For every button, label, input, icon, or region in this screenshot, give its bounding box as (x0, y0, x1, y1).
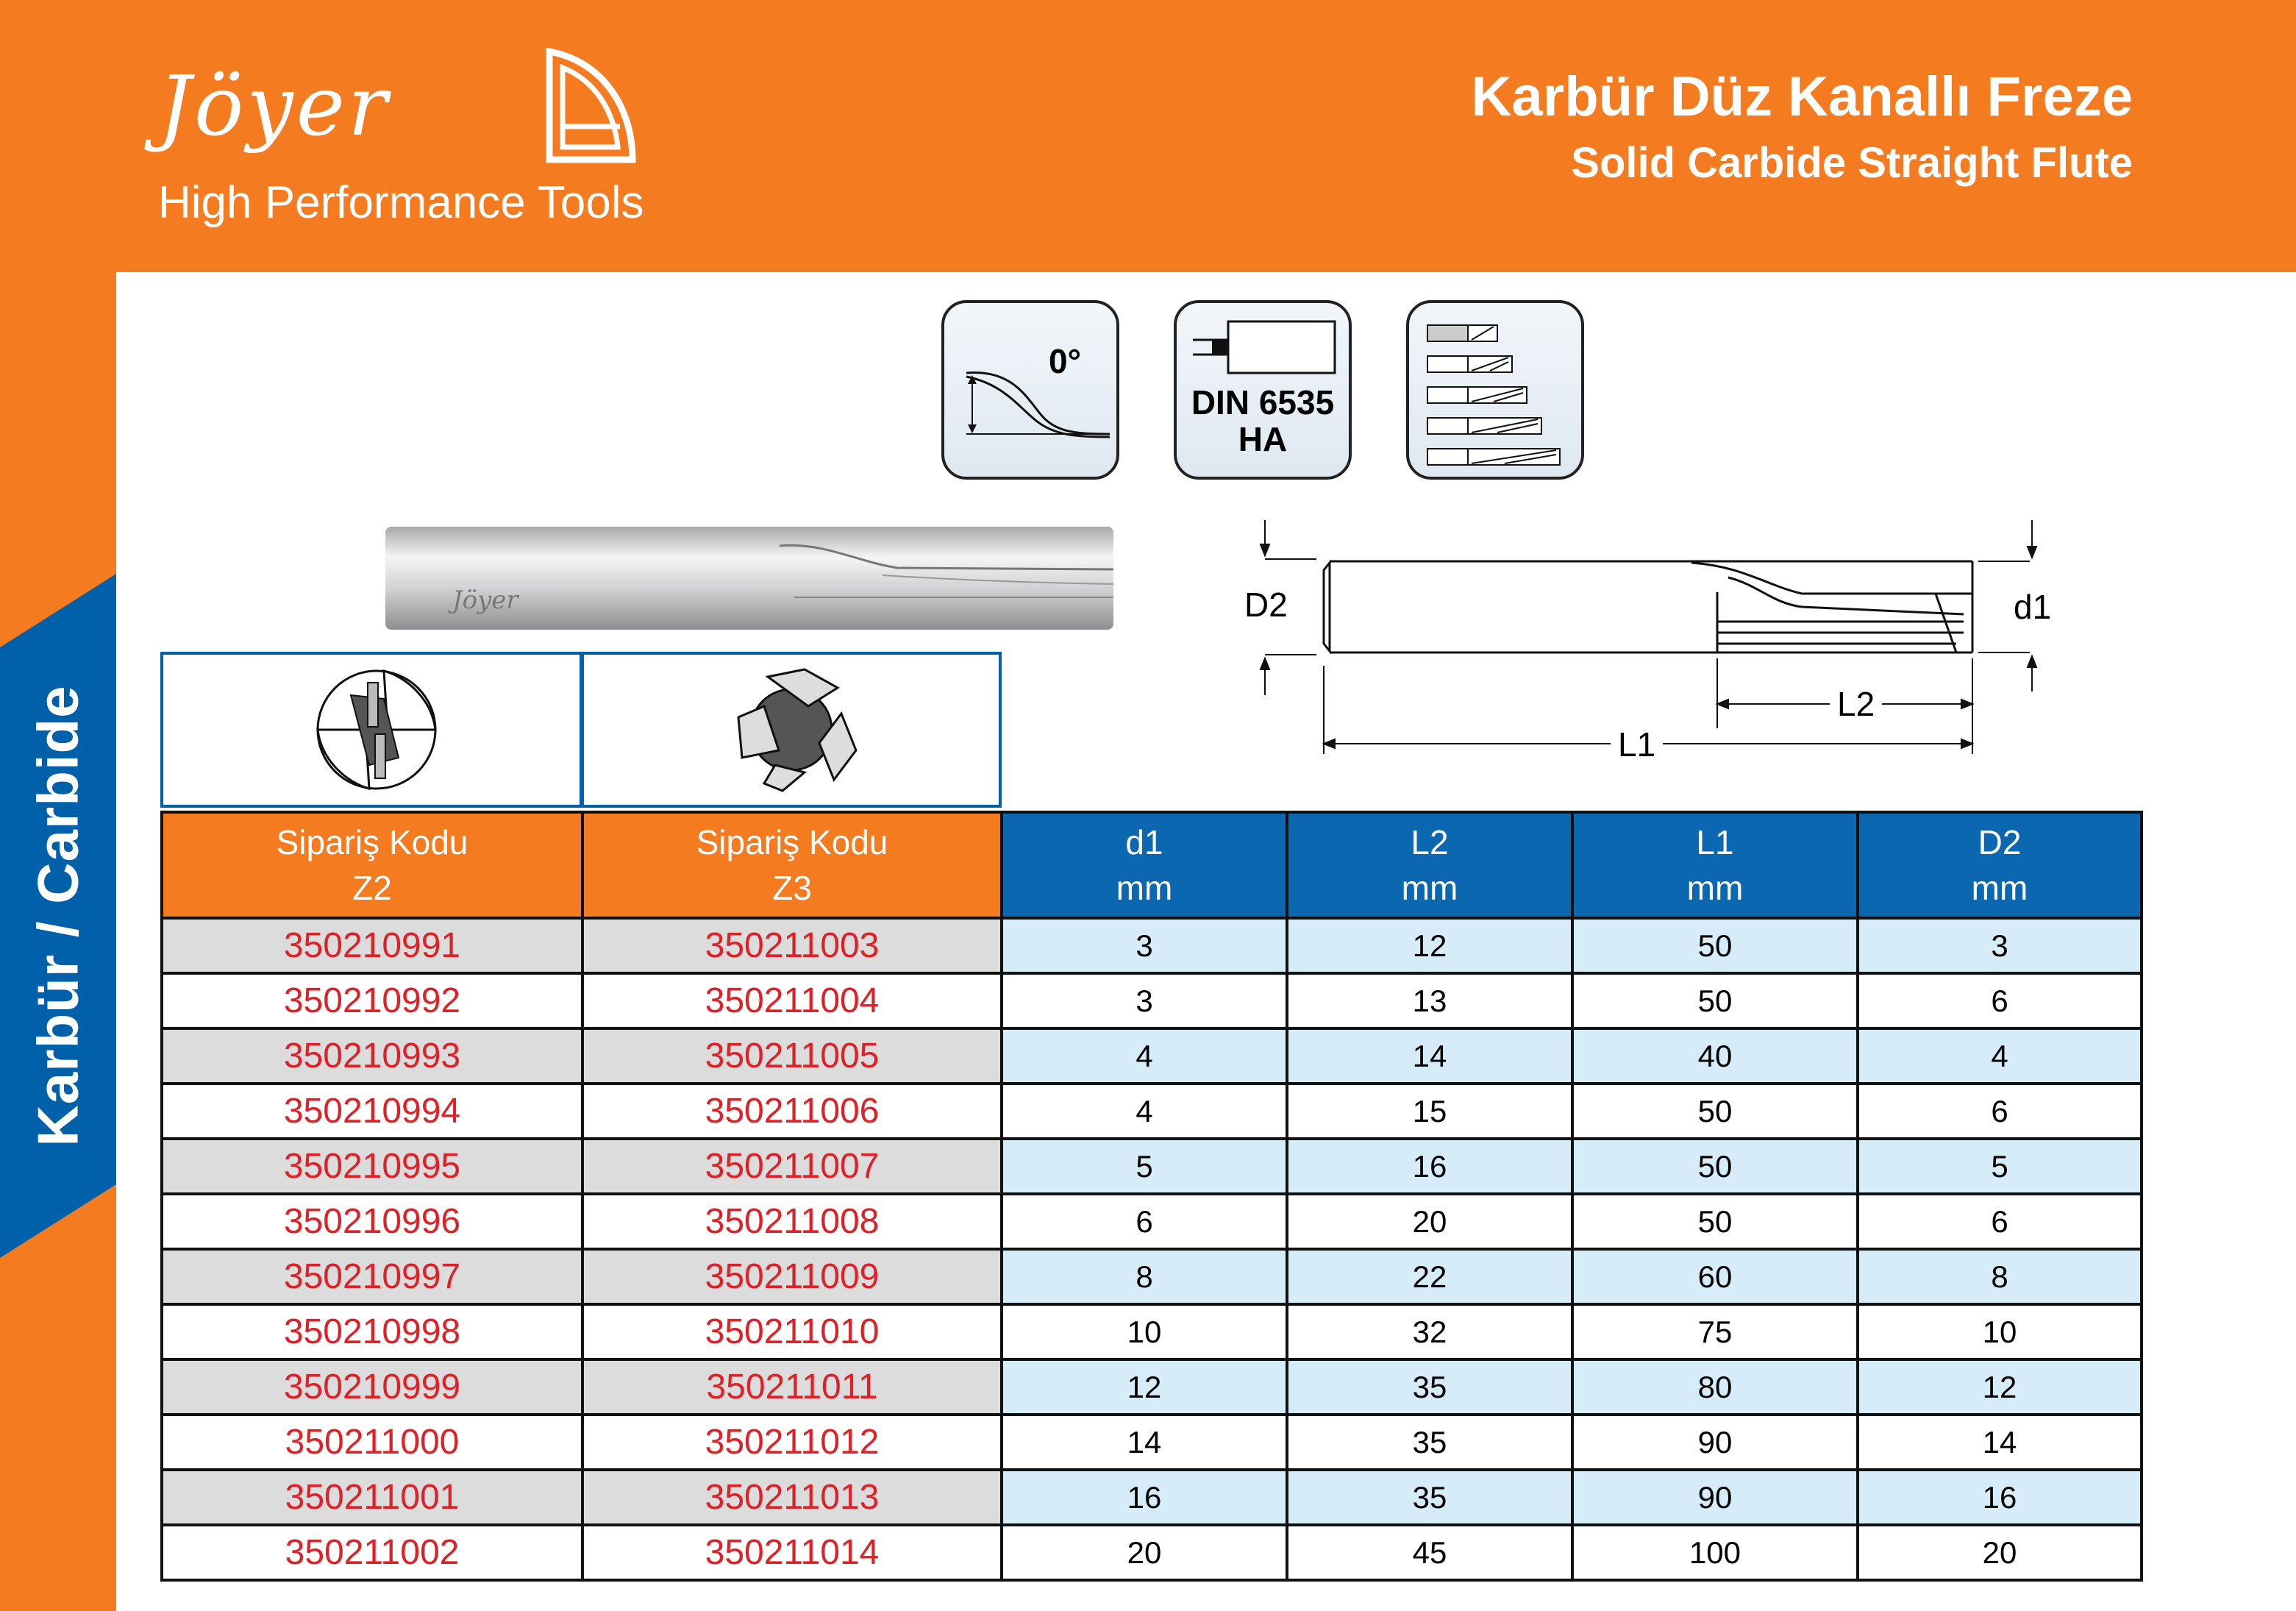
cell-l2: 35 (1287, 1359, 1572, 1415)
cell-d2: 5 (1858, 1139, 2142, 1194)
table-row (162, 1304, 2142, 1359)
table-row (162, 1359, 2142, 1415)
cell-code-z3: 350211006 (582, 1084, 1002, 1139)
dimension-label-d1: d1 (2014, 588, 2052, 626)
cell-l2: 45 (1287, 1525, 1572, 1580)
cell-d2: 6 (1858, 1194, 2142, 1249)
cell-l2: 15 (1287, 1084, 1572, 1139)
din-shank-type: HA (1238, 420, 1288, 458)
header-order-code-z3: Sipariş Kodu Z3 (582, 812, 1002, 918)
cell-l1: 80 (1572, 1359, 1858, 1415)
cell-d1: 16 (1002, 1470, 1287, 1525)
cell-code-z3: 350211012 (582, 1415, 1002, 1470)
cell-d2: 16 (1858, 1470, 2142, 1525)
cell-code-z3: 350211014 (582, 1525, 1002, 1580)
table-row (162, 973, 2142, 1028)
cell-l2: 16 (1287, 1139, 1572, 1194)
brand-tagline: High Performance Tools (158, 177, 644, 228)
cell-code-z2: 350210997 (162, 1249, 582, 1304)
cell-code-z2: 350210994 (162, 1084, 582, 1139)
cell-d1: 10 (1002, 1304, 1287, 1359)
cell-d1: 12 (1002, 1359, 1287, 1415)
cell-d1: 20 (1002, 1525, 1287, 1580)
cell-code-z2: 350210991 (162, 918, 582, 973)
cell-code-z3: 350211009 (582, 1249, 1002, 1304)
cell-code-z2: 350211000 (162, 1415, 582, 1470)
cell-l2: 22 (1287, 1249, 1572, 1304)
cell-l1: 40 (1572, 1028, 1858, 1084)
cell-l2: 14 (1287, 1028, 1572, 1084)
cell-d2: 20 (1858, 1525, 2142, 1580)
category-label: Karbür / Carbide (25, 685, 90, 1147)
cell-l1: 60 (1572, 1249, 1858, 1304)
cell-code-z2: 350211001 (162, 1470, 582, 1525)
cell-l2: 13 (1287, 973, 1572, 1028)
cell-d1: 3 (1002, 918, 1287, 973)
helix-angle-value: 0° (1049, 342, 1081, 380)
table-row (162, 1139, 2142, 1194)
cell-d2: 12 (1858, 1359, 2142, 1415)
cell-d1: 4 (1002, 1028, 1287, 1084)
cell-d2: 3 (1858, 918, 2142, 973)
cell-d2: 6 (1858, 1084, 2142, 1139)
table-row (162, 1470, 2142, 1525)
dimension-label-d2: D2 (1244, 586, 1288, 624)
cell-d1: 3 (1002, 973, 1287, 1028)
cell-l1: 50 (1572, 973, 1858, 1028)
table-row (162, 918, 2142, 973)
cell-code-z2: 350210998 (162, 1304, 582, 1359)
brand-logo-wordmark: Jöyer (158, 59, 391, 154)
cell-d1: 8 (1002, 1249, 1287, 1304)
cell-code-z3: 350211007 (582, 1139, 1002, 1194)
header-d2: D2 mm (1858, 812, 2142, 918)
page-title-en: Solid Carbide Straight Flute (1571, 139, 2133, 187)
cell-code-z2: 350210993 (162, 1028, 582, 1084)
cell-code-z3: 350211010 (582, 1304, 1002, 1359)
cell-l2: 12 (1287, 918, 1572, 973)
table-row (162, 1028, 2142, 1084)
header-l2: L2 mm (1287, 812, 1572, 918)
cell-d1: 5 (1002, 1139, 1287, 1194)
cell-code-z3: 350211005 (582, 1028, 1002, 1084)
svg-text:Jöyer: Jöyer (452, 586, 518, 615)
cell-d1: 4 (1002, 1084, 1287, 1139)
helix-angle-icon (941, 300, 1119, 480)
cell-d1: 6 (1002, 1194, 1287, 1249)
header-l1: L1 mm (1572, 812, 1858, 918)
cell-l1: 90 (1572, 1415, 1858, 1470)
cell-l2: 32 (1287, 1304, 1572, 1359)
dimension-label-l2: L2 (1830, 684, 1882, 724)
table-header-row (162, 812, 2142, 918)
cell-code-z3: 350211013 (582, 1470, 1002, 1525)
dimension-label-l1: L1 (1611, 725, 1663, 764)
table-row (162, 1415, 2142, 1470)
cell-l1: 90 (1572, 1470, 1858, 1525)
cell-d2: 4 (1858, 1028, 2142, 1084)
cell-code-z3: 350211004 (582, 973, 1002, 1028)
cell-d2: 10 (1858, 1304, 2142, 1359)
cell-code-z2: 350210995 (162, 1139, 582, 1194)
page-title-tr: Karbür Düz Kanallı Freze (1471, 65, 2133, 128)
header-order-code-z2: Sipariş Kodu Z2 (162, 812, 582, 918)
cell-code-z3: 350211008 (582, 1194, 1002, 1249)
cell-l1: 50 (1572, 1139, 1858, 1194)
cell-d2: 6 (1858, 973, 2142, 1028)
cell-code-z3: 350211011 (582, 1359, 1002, 1415)
table-row (162, 1525, 2142, 1580)
cross-section-z2 (160, 652, 582, 808)
cross-section-z3 (581, 652, 1002, 808)
cell-l1: 50 (1572, 1084, 1858, 1139)
brand-logo-icon (541, 46, 640, 167)
table-row (162, 1194, 2142, 1249)
cell-code-z2: 350211002 (162, 1525, 582, 1580)
table-row (162, 1249, 2142, 1304)
cell-code-z2: 350210992 (162, 973, 582, 1028)
cell-l1: 50 (1572, 918, 1858, 973)
cell-d2: 8 (1858, 1249, 2142, 1304)
cell-l2: 35 (1287, 1470, 1572, 1525)
cell-l1: 50 (1572, 1194, 1858, 1249)
cell-code-z3: 350211003 (582, 918, 1002, 973)
cell-l1: 75 (1572, 1304, 1858, 1359)
cell-l2: 35 (1287, 1415, 1572, 1470)
cell-code-z2: 350210999 (162, 1359, 582, 1415)
cell-d2: 14 (1858, 1415, 2142, 1470)
cell-l2: 20 (1287, 1194, 1572, 1249)
cell-code-z2: 350210996 (162, 1194, 582, 1249)
header-d1: d1 mm (1002, 812, 1287, 918)
length-series-icon (1406, 300, 1584, 480)
product-table (160, 811, 2143, 1582)
table-row (162, 1084, 2142, 1139)
cell-d1: 14 (1002, 1415, 1287, 1470)
cell-l1: 100 (1572, 1525, 1858, 1580)
shank-standard-icon (1174, 300, 1352, 480)
din-standard-label: DIN 6535 (1191, 383, 1335, 422)
tool-photo (382, 524, 1116, 633)
